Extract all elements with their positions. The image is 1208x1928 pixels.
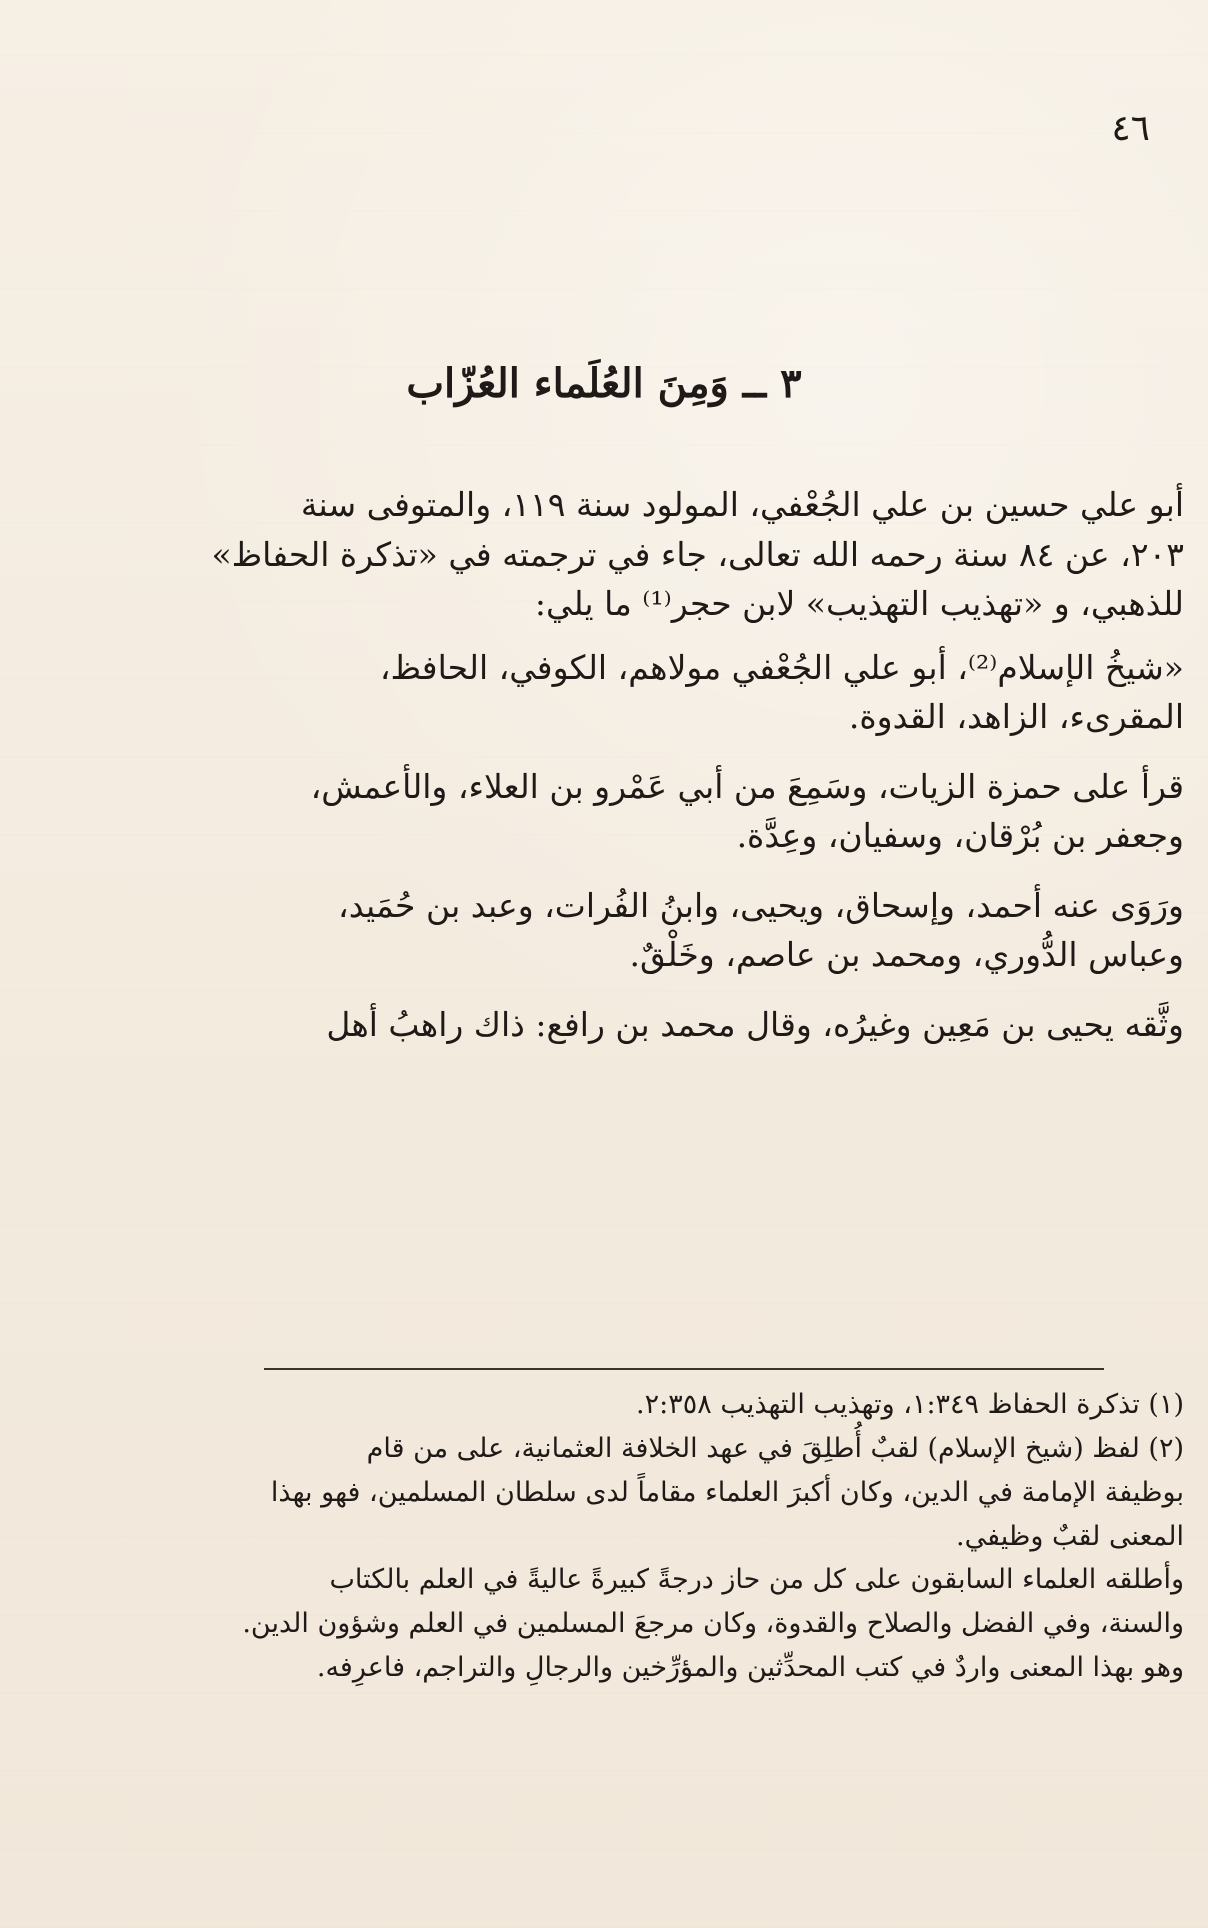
footnote-line-4: المعنى لقبٌ وظيفي.	[956, 1520, 1184, 1552]
body-line-9: وعباس الدُّوري، ومحمد بن عاصم، وخَلْقٌ.	[629, 935, 1184, 974]
footnote-line-2: (٢) لفظ (شيخ الإسلام) لقبٌ أُطلِقَ في عهد الخلافة العثمانية، على من قام	[366, 1432, 1184, 1464]
body-line-3: للذهبي، و «تهذيب التهذيب» لابن حجر⁽¹⁾ ما يلي:	[534, 584, 1184, 623]
paragraph-gap-2	[24, 742, 1184, 762]
body-line-7: وجعفر بن بُرْقان، وسفيان، وعِدَّة.	[736, 816, 1184, 855]
paragraph-gap-4	[24, 980, 1184, 1000]
page-number: ٤٦	[1111, 108, 1150, 149]
body-line-5: المقرىء، الزاهد، القدوة.	[848, 697, 1184, 736]
paragraph-gap-3	[24, 861, 1184, 881]
footnote-divider	[264, 1368, 1104, 1370]
body-line-4: «شيخُ الإسلام⁽²⁾، أبو علي الجُعْفي مولاهم، الكوفي، الحافظ،	[379, 647, 1184, 687]
main-text	[24, 480, 1184, 1049]
footnotes	[24, 1384, 1184, 1691]
footnote-line-7: وهو بهذا المعنى واردٌ في كتب المحدِّثين والمؤرِّخين والرجالِ والتراجم، فاعرِفه.	[316, 1652, 1184, 1684]
body-line-10: وثَّقه يحيى بن مَعِين وغيرُه، وقال محمد بن رافع: ذاك راهبُ أهل	[326, 1004, 1184, 1044]
footnote-line-5: وأطلقه العلماء السابقون على كل من حاز درجةً كبيرةً عاليةً في العلم بالكتاب	[329, 1564, 1184, 1596]
footnote-line-3: بوظيفة الإمامة في الدين، وكان أكبرَ العلماء مقاماً لدى سلطان المسلمين، فهو بهذا	[270, 1476, 1184, 1508]
body-line-8: ورَوَى عنه أحمد، وإسحاق، ويحيى، وابنُ الفُرات، وعبد بن حُمَيد،	[338, 885, 1184, 925]
body-line-6: قرأ على حمزة الزيات، وسَمِعَ من أبي عَمْرو بن العلاء، والأعمش،	[310, 766, 1184, 806]
body-line-2: ٢٠٣، عن ٨٤ سنة رحمه الله تعالى، جاء في ترجمته في «تذكرة الحفاظ»	[211, 534, 1184, 574]
paragraph-gap-1	[24, 629, 1184, 643]
body-line-1: أبو علي حسين بن علي الجُعْفي، المولود سنة ١١٩، والمتوفى سنة	[300, 485, 1184, 524]
footnote-line-1: (١) تذكرة الحفاظ ١:٣٤٩، وتهذيب التهذيب ٢:٣٥٨.	[636, 1389, 1184, 1420]
section-heading: ٣ ــ وَمِنَ العُلَماء العُزّاب	[406, 360, 802, 407]
footnote-line-6: والسنة، وفي الفضل والصلاح والقدوة، وكان مرجعَ المسلمين في العلم وشؤون الدين.	[242, 1608, 1184, 1640]
